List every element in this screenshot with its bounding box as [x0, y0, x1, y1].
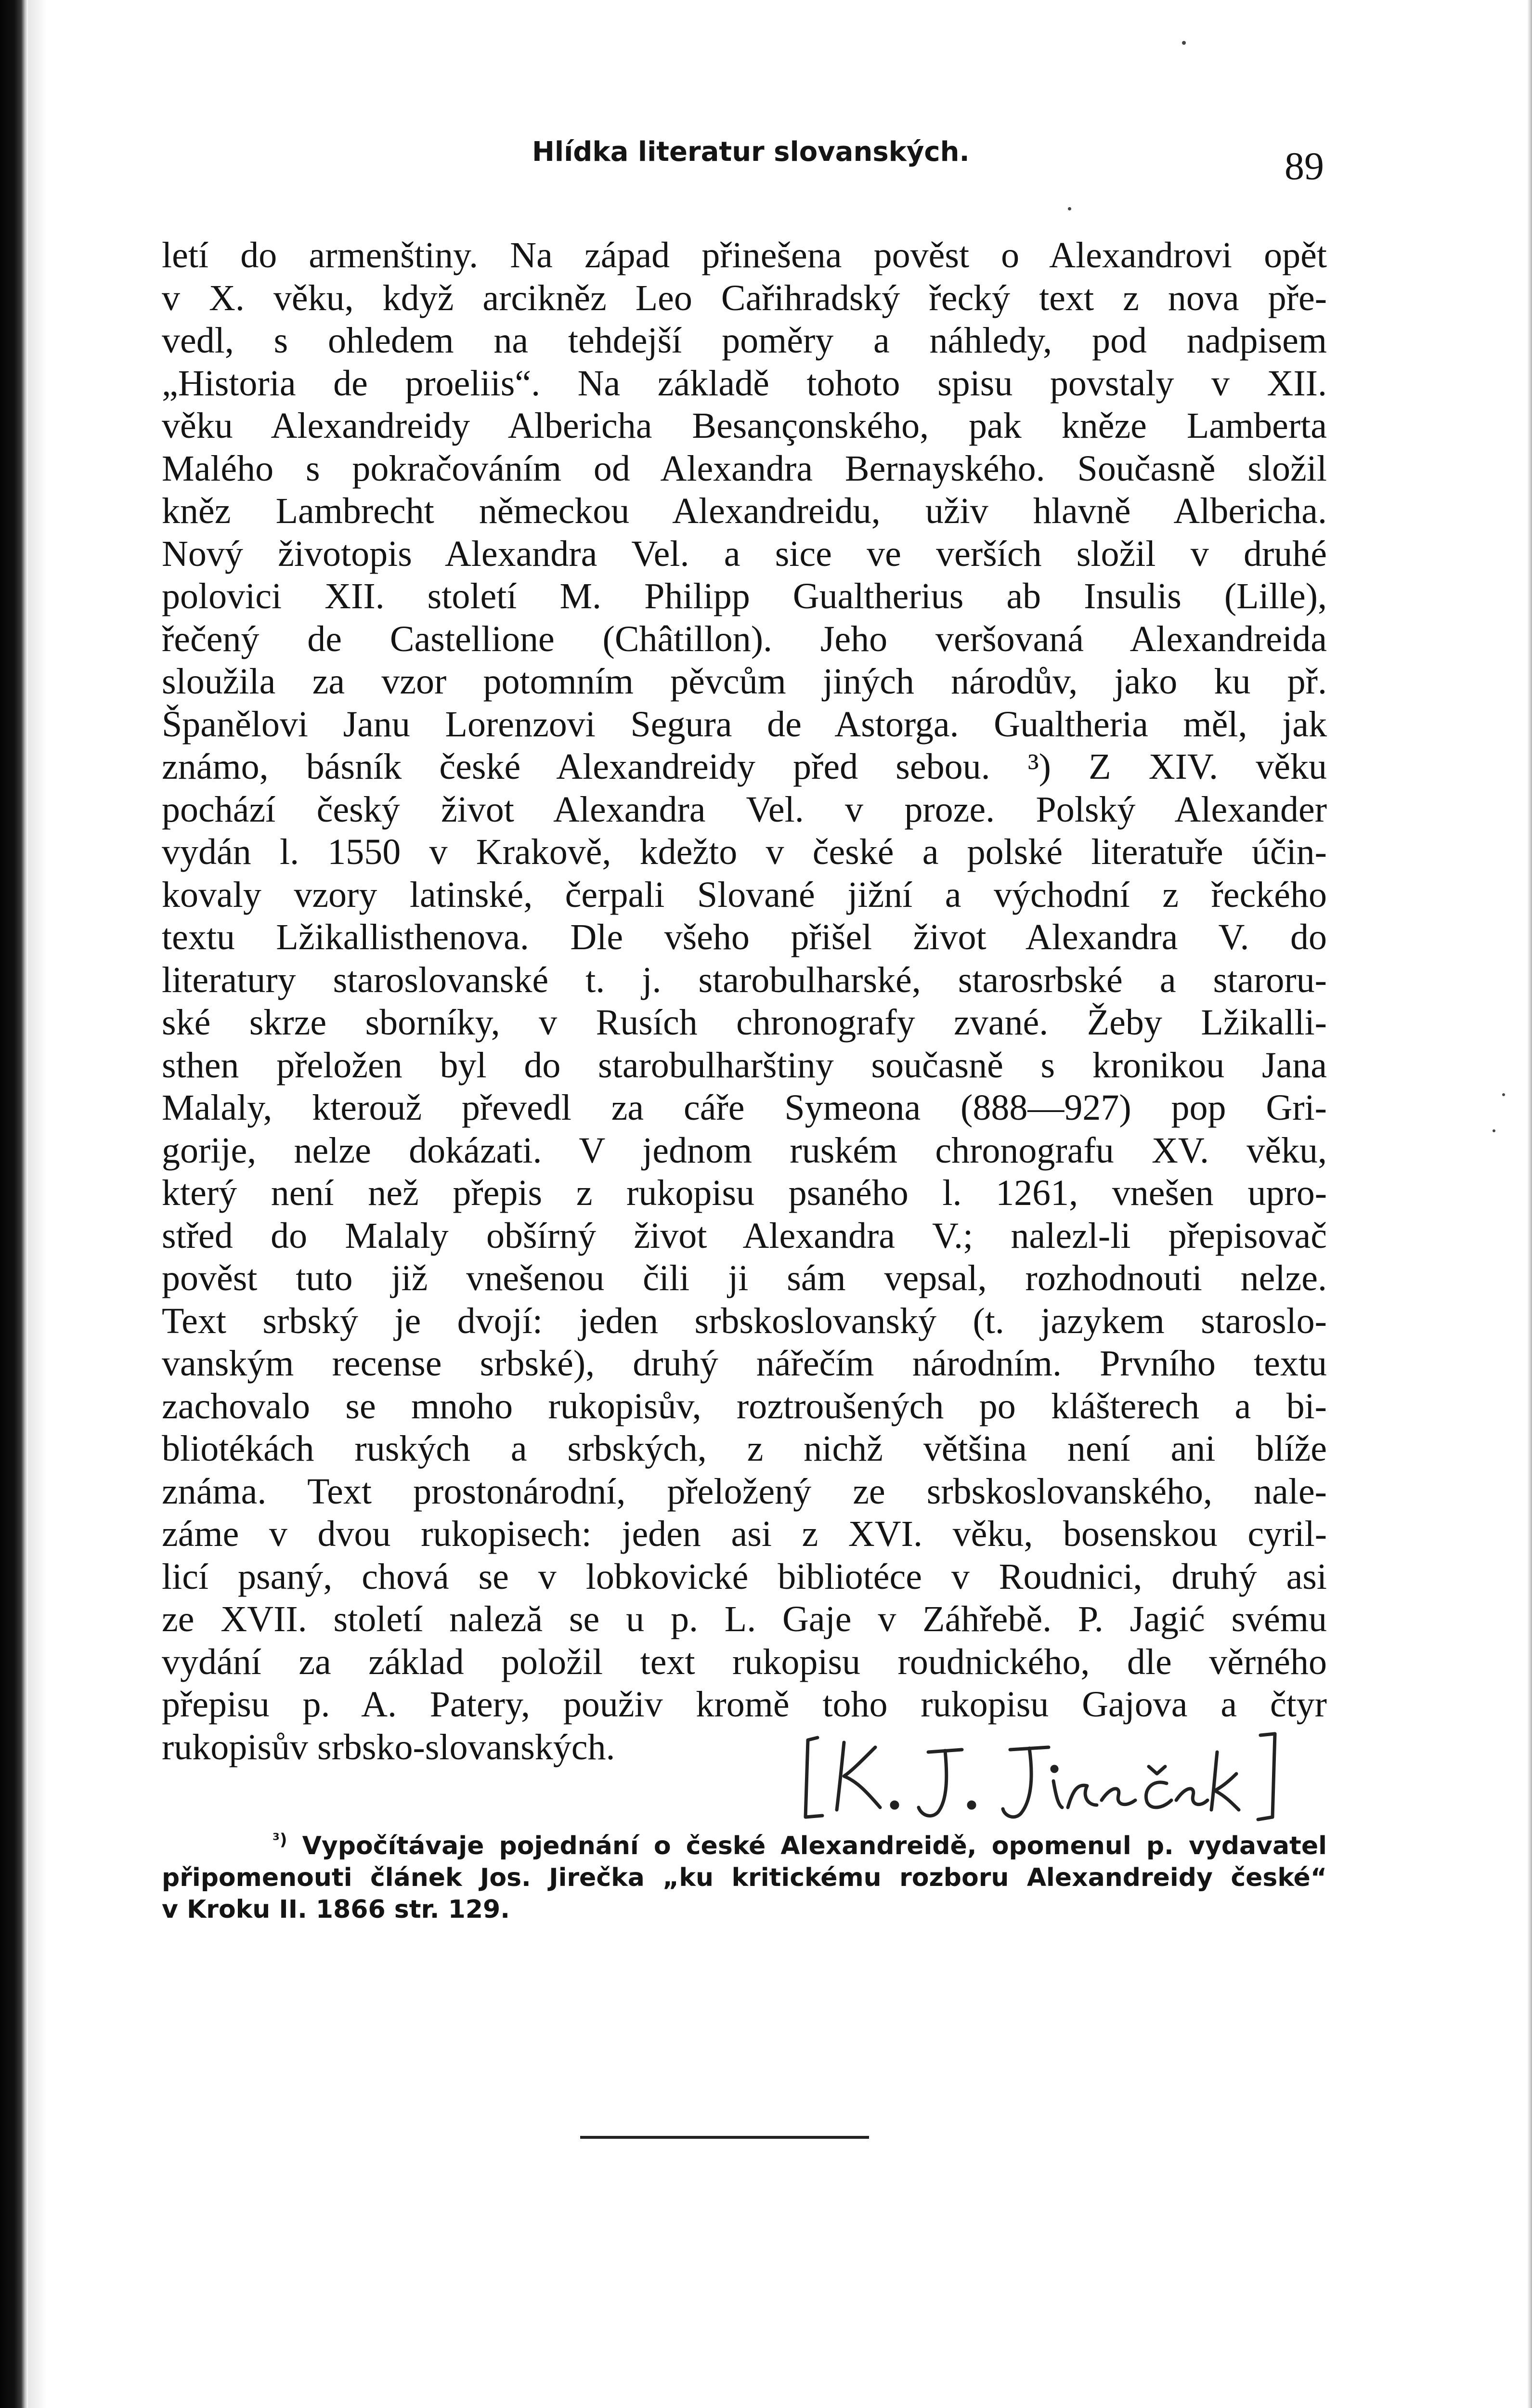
body-text: [162, 234, 1327, 1768]
footnote-line: připomenouti článek Jos. Jirečka „ku kritickému rozboru Alexandreidy české“: [162, 1863, 1327, 1892]
book-binding-edge: [0, 0, 28, 2408]
body-line: gorije, nelze dokázati. V jednom ruském chronografu XV. věku,: [162, 1130, 1327, 1171]
body-line: řečený de Castellione (Châtillon). Jeho veršovaná Alexandreida: [162, 618, 1327, 659]
footnote: [162, 1830, 1327, 1925]
body-line: ze XVII. století naleză se u p. L. Gaje v Záhřebě. P. Jagić svému: [162, 1599, 1327, 1639]
body-line: licí psaný, chová se v lobkovické bibliotéce v Roudnici, druhý asi: [162, 1556, 1327, 1597]
body-line: sthen přeložen byl do starobulharštiny současně s kronikou Jana: [162, 1045, 1327, 1086]
body-line: vydán l. 1550 v Krakově, kdežto v české a polské literatuře účin-: [162, 832, 1327, 872]
body-line: známo, básník české Alexandreidy před sebou. ³) Z XIV. věku: [162, 746, 1327, 787]
body-line: vanským recense srbské), druhý nářečím národním. Prvního textu: [162, 1343, 1327, 1384]
footnote-line: [162, 1830, 1327, 1862]
body-line: záme v dvou rukopisech: jeden asi z XVI. věku, bosenskou cyril-: [162, 1514, 1327, 1554]
body-line: literatury staroslovanské t. j. starobulharské, starosrbské a staroru-: [162, 959, 1327, 1000]
body-line: vedl, s ohledem na tehdejší poměry a náhledy, pod nadpisem: [162, 320, 1327, 361]
body-line: pověst tuto již vnešenou čili ji sám vepsal, rozhodnouti nelze.: [162, 1258, 1327, 1298]
page-number: 89: [1285, 144, 1324, 188]
body-line-last: rukopisův srbsko-slovanských.: [162, 1727, 615, 1767]
body-line: v X. věku, když arcikněz Leo Cařihradský řecký text z nova pře-: [162, 277, 1327, 318]
footnote-line-text: Vypočítávaje pojednání o české Alexandreidě, opomenul p. vydavatel: [302, 1832, 1327, 1860]
body-line: kněz Lambrecht německou Alexandreidu, uživ hlavně Albericha.: [162, 491, 1327, 531]
body-line: Malaly, kterouž převedl za cáře Symeona (888—927) pop Gri-: [162, 1087, 1327, 1128]
page-right-edge: [1527, 0, 1532, 2408]
body-line: polovici XII. století M. Philipp Gualtherius ab Insulis (Lille),: [162, 576, 1327, 616]
bottom-rule: [580, 2136, 869, 2139]
body-line: který není než přepis z rukopisu psaného l. 1261, vnešen upro-: [162, 1173, 1327, 1213]
body-line: známa. Text prostonárodní, přeložený ze srbskoslovanského, nale-: [162, 1471, 1327, 1512]
body-line: ské skrze sborníky, v Rusích chronografy zvané. Žeby Lžikalli-: [162, 1002, 1327, 1043]
body-line: „Historia de proeliis“. Na základě tohoto spisu povstaly v XII.: [162, 363, 1327, 404]
body-line: Španělovi Janu Lorenzovi Segura de Astorga. Gualtheria měl, jak: [162, 704, 1327, 745]
body-line: sloužila za vzor potomním pěvcům jiných národův, jako ku př.: [162, 661, 1327, 702]
body-line: bliotékách ruských a srbských, z nichž většina není ani blíže: [162, 1428, 1327, 1469]
body-line: střed do Malaly obšírný život Alexandra V.; nalezl-li přepisovač: [162, 1215, 1327, 1256]
running-title: Hlídka literatur slovanských.: [532, 136, 970, 168]
page-gutter-shadow: [28, 0, 47, 2408]
body-line: vydání za základ položil text rukopisu roudnického, dle věrného: [162, 1641, 1327, 1682]
body-line: kovaly vzory latinské, čerpali Slované jižní a východní z řeckého: [162, 874, 1327, 915]
body-line: zachovalo se mnoho rukopisův, roztroušených po klášterech a bi-: [162, 1386, 1327, 1426]
body-line: Nový životopis Alexandra Vel. a sice ve verších složil v druhé: [162, 533, 1327, 574]
handwritten-signature: [798, 1728, 1289, 1824]
body-line: pochází český život Alexandra Vel. v proze. Polský Alexander: [162, 789, 1327, 830]
footnote-marker: ³): [273, 1830, 287, 1850]
body-line: věku Alexandreidy Albericha Besançonského, pak kněze Lamberta: [162, 406, 1327, 446]
body-line: přepisu p. A. Patery, použiv kromě toho rukopisu Gajova a čtyr: [162, 1684, 1327, 1725]
body-line: letí do armenštiny. Na západ přinešena pověst o Alexandrovi opět: [162, 235, 1327, 275]
footnote-line: v Kroku II. 1866 str. 129.: [162, 1895, 510, 1924]
body-line: Text srbský je dvojí: jeden srbskoslovanský (t. jazykem staroslo-: [162, 1300, 1327, 1341]
body-line: textu Lžikallisthenova. Dle všeho přišel život Alexandra V. do: [162, 917, 1327, 957]
body-line: Malého s pokračováním od Alexandra Bernayského. Současně složil: [162, 448, 1327, 489]
